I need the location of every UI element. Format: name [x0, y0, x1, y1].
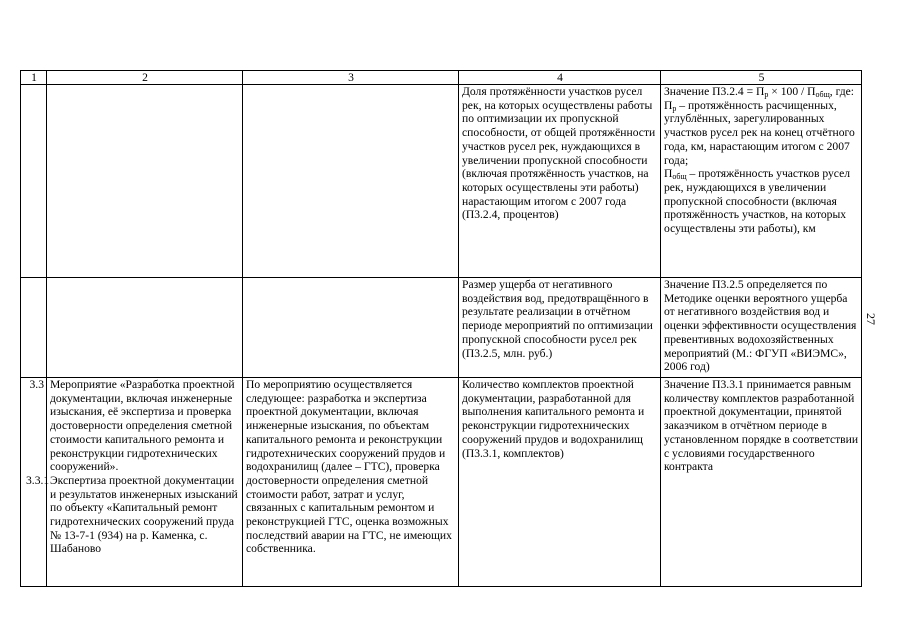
table-row	[21, 278, 862, 378]
header-row	[21, 71, 862, 85]
header-cell-4: 4	[459, 71, 661, 85]
header-cell-2: 2	[47, 71, 243, 85]
page-number: 27	[864, 313, 878, 325]
number-cell	[21, 378, 50, 587]
description-cell	[243, 278, 459, 378]
indicator-cell: Размер ущерба от негативного воздействия вод, предотвращённого в результате реализации в отчётном периоде мероприятий по оптимизации пропускной способности русел рек (П3.2.5, млн. руб.)	[459, 278, 661, 378]
number-cell	[21, 85, 47, 278]
description-cell	[243, 85, 459, 278]
method-cell: Значение П3.3.1 принимается равным количеству комплектов разработанной проектной документации, принятой заказчиком в отчётном периоде в установленном порядке в соответствии с условиями государственного контракта	[661, 378, 862, 587]
measure-title: Мероприятие «Разработка проектной документации, включая инженерные изыскания, её экспертиза и проверка достоверности определения сметной стоимости капитального ремонта и реконструкции гидротехнических сооружений».	[50, 378, 235, 474]
formula-part: , где:	[829, 85, 855, 98]
variable-symbol: П	[664, 98, 673, 112]
measure-subitem: Экспертиза проектной документации и результатов инженерных изысканий по объекту «Капитальный ремонт гидротехнических сооружений пруда № 13-7-1 (934) на р. Каменка, с. Шабаново	[50, 473, 238, 556]
subitem-number: 3.3.1	[26, 473, 50, 487]
header-cell-1: 1	[21, 71, 47, 85]
item-number: 3.3	[29, 378, 44, 391]
formula-part: × 100 / П	[768, 85, 816, 98]
header-cell-3: 3	[243, 71, 459, 85]
formula-part: Значение П3.2.4 = П	[664, 85, 765, 98]
indicator-cell: Количество комплектов проектной документации, разработанной для выполнения капитального ремонта и реконструкции гидротехнических сооружений прудов и водохранилищ (П3.3.1, комплектов)	[459, 378, 661, 587]
measure-cell	[47, 378, 243, 587]
method-cell: Значение П3.2.5 определяется по Методике оценки вероятного ущерба от негативного воздействия вод и оценки эффективности осуществления превентивных водохозяйственных мероприятий (М.: ФГУП «ВИЭМС», 2006 год)	[661, 278, 862, 378]
formula-subscript: р	[764, 90, 769, 99]
header-cell-5: 5	[661, 71, 862, 85]
document-table	[20, 70, 862, 587]
measure-cell	[47, 85, 243, 278]
formula-subscript: общ	[815, 90, 830, 99]
variable-definition: – протяжённость расчищенных, углублённых, зарегулированных участков русел рек на конец отчётного года, км, нарастающим итогом с 2007 года;	[664, 98, 855, 167]
measure-cell	[47, 278, 243, 378]
variable-definition: – протяжённость участков русел рек, нуждающихся в увеличении пропускной способности (включая протяжённость участков, на которых осуществлены эти работы), км	[664, 167, 851, 236]
description-cell: По мероприятию осуществляется следующее: разработка и экспертиза проектной документации, включая инженерные изыскания, по объектам капитального ремонта и реконструкции гидротехнических сооружений прудов и водохранилищ (далее – ГТС), проверка достоверности определения сметной стоимости работ, затрат и услуг, связанных с капитальным ремонтом и реконструкцией ГТС, оценка возможных последствий аварии на ГТС, не имеющих собственника.	[243, 378, 459, 587]
number-cell	[21, 278, 47, 378]
table-row	[21, 378, 862, 587]
variable-symbol: П	[664, 167, 673, 181]
variable-subscript: общ	[672, 172, 687, 182]
variable-subscript: р	[672, 103, 677, 113]
table-row	[21, 85, 862, 278]
indicator-cell: Доля протяжённости участков русел рек, на которых осуществлены работы по оптимизации их пропускной способности, от общей протяжённости участков русел рек, нуждающихся в увеличении пропускной способности (включая протяжённость участков, на которых осуществлены эти работы) нарастающим итогом с 2007 года (П3.2.4, процентов)	[459, 85, 661, 278]
method-cell	[661, 85, 862, 278]
